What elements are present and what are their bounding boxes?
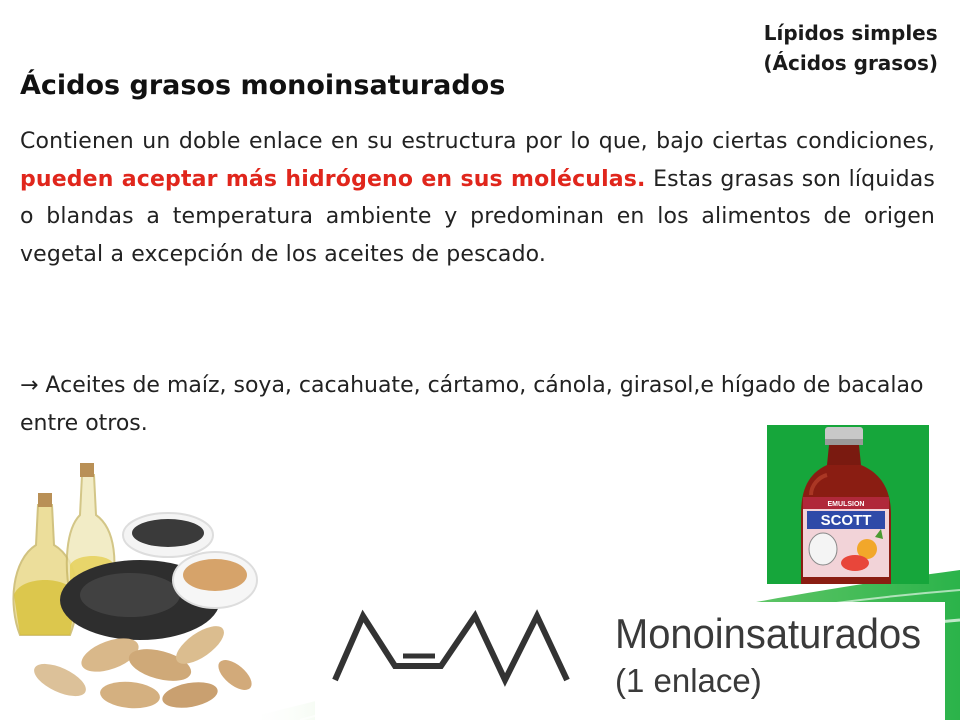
corner-title bbox=[763, 18, 938, 78]
bottle-maker-text: EMULSION bbox=[827, 501, 865, 508]
corner-title-line2: (Ácidos grasos) bbox=[763, 51, 938, 75]
bottle-brand-text: SCOTT bbox=[820, 512, 872, 529]
zigzag-chain-icon bbox=[315, 602, 615, 720]
diagram-subtitle: (1 enlace) bbox=[615, 662, 762, 699]
paragraph-highlight: pueden aceptar más hidrógeno en sus moléculas. bbox=[20, 166, 646, 192]
monounsaturated-diagram bbox=[315, 602, 945, 720]
oils-seeds-peanuts-photo bbox=[0, 455, 262, 720]
emulsion-bottle-photo bbox=[767, 425, 929, 584]
body-paragraph bbox=[20, 123, 935, 273]
arrow-icon: → bbox=[20, 373, 39, 398]
bottle-illustration bbox=[767, 425, 929, 584]
slide-heading: Ácidos grasos monoinsaturados bbox=[20, 70, 506, 101]
diagram-title: Monoinsaturados bbox=[615, 610, 922, 657]
paragraph-text-start: Contienen un doble enlace en su estructura por lo que, bajo ciertas condiciones, bbox=[20, 129, 935, 154]
corner-title-line1: Lípidos simples bbox=[763, 21, 938, 45]
bullet-text: Aceites de maíz, soya, cacahuate, cártamo, cánola, girasol,e hígado de bacalao entre otros. bbox=[20, 373, 924, 436]
paragraph-text-end: Estas grasas son líquidas o blandas a temperatura ambiente y predominan en los alimentos de origen vegetal a excepción de los aceites de pescado. bbox=[20, 166, 935, 267]
